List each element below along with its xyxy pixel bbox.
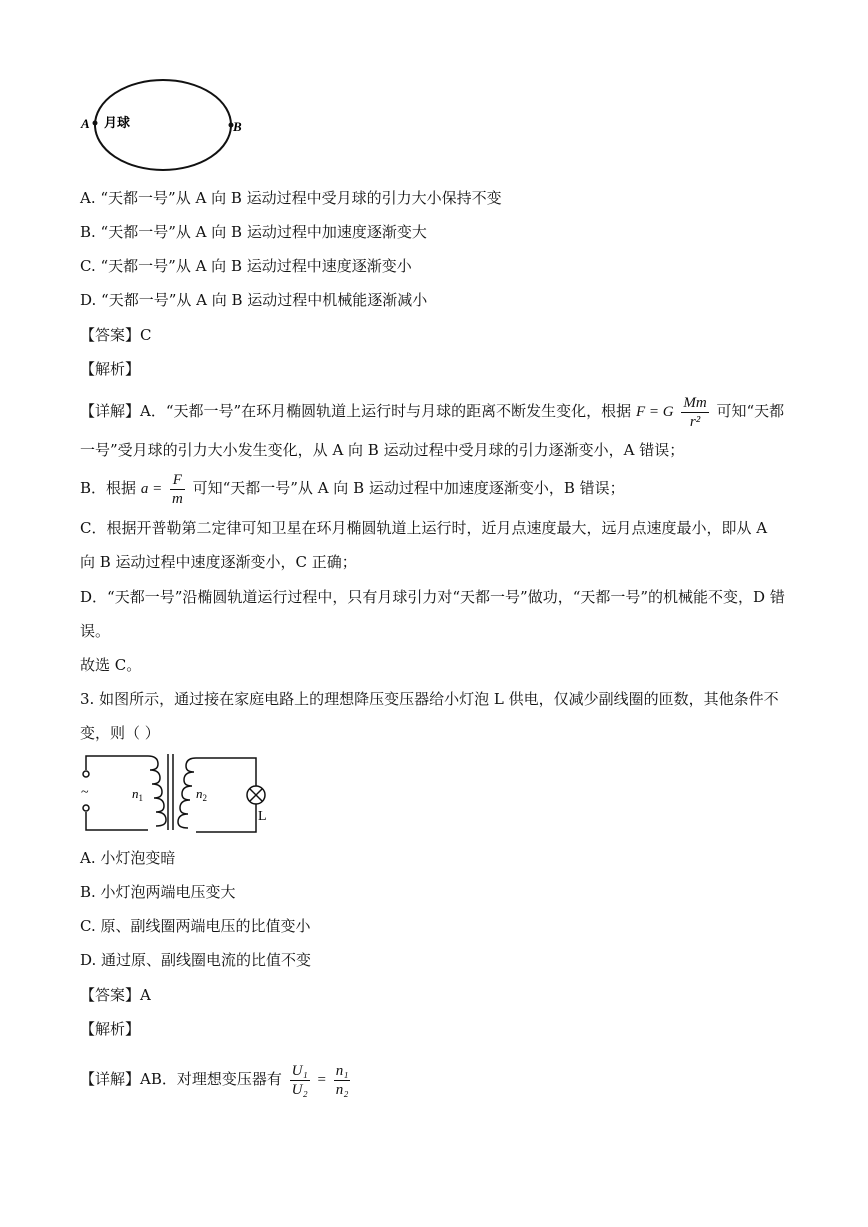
- point-a: [93, 121, 98, 126]
- moon-label: 月球: [104, 116, 131, 131]
- primary-coil: [148, 756, 166, 826]
- q3-stem-line2: 变，则（ ）: [80, 724, 160, 742]
- q3-option-a: A. 小灯泡变暗: [80, 849, 176, 867]
- q2-analysis-head: 【解析】: [80, 360, 141, 378]
- q3-option-c: C. 原、副线圈两端电压的比值变小: [80, 917, 311, 935]
- q3-answer: 【答案】A: [80, 986, 151, 1004]
- formula-gravity-fraction: [681, 394, 708, 431]
- formula-gravity-num: Mm: [683, 394, 707, 411]
- q3-option-d: D. 通过原、副线圈电流的比值不变: [80, 951, 312, 969]
- formula-turns-num: n₁: [335, 1062, 349, 1079]
- orbit-figure: [78, 78, 258, 178]
- q2-detail-b: [80, 470, 625, 506]
- formula-voltage-num: U₁: [291, 1062, 308, 1079]
- formula-accel-num: F: [170, 471, 185, 490]
- formula-turns-ratio: [334, 1062, 351, 1099]
- q2-detail-a-line2: 一号”受月球的引力大小发生变化，从 A 向 B 运动过程中受月球的引力逐渐变小，A 错误；: [80, 441, 685, 459]
- lamp-label: L: [258, 809, 267, 824]
- terminal-top: [83, 771, 89, 777]
- formula-voltage-den: U₂: [291, 1081, 308, 1098]
- q3-option-b: B. 小灯泡两端电压变大: [80, 883, 236, 901]
- q2-detail-c-line2: 向 B 运动过程中速度逐渐变小，C 正确；: [80, 553, 357, 571]
- q3-analysis-head: 【解析】: [80, 1020, 141, 1038]
- q3-detail-ab: [80, 1055, 353, 1103]
- formula-voltage-ratio: [290, 1062, 310, 1099]
- formula-gravity-lhs: F = G: [635, 404, 674, 420]
- transformer-circuit: [78, 748, 278, 838]
- terminal-bottom: [83, 805, 89, 811]
- q2-detail-a-pre: 【详解】A．“天都一号”在环月椭圆轨道上运行时与月球的距离不断发生变化，根据: [80, 402, 632, 420]
- formula-turns-den: n₂: [335, 1081, 349, 1098]
- q2-answer: 【答案】C: [80, 326, 152, 344]
- q2-detail-d-line1: D．“天都一号”沿椭圆轨道运行过程中，只有月球引力对“天都一号”做功，“天都一号”的机械能不变，D 错: [80, 588, 785, 606]
- formula-accel-fraction: [170, 471, 185, 508]
- q3-detail-ab-pre: 【详解】AB．对理想变压器有: [80, 1070, 282, 1088]
- q2-detail-d-line2: 误。: [80, 622, 111, 640]
- q2-option-c: C. “天都一号”从 A 向 B 运动过程中速度逐渐变小: [80, 257, 412, 275]
- formula-accel-lhs: a =: [140, 481, 163, 497]
- formula-gravity-den: r²: [689, 413, 701, 430]
- q2-detail-b-pre: B．根据: [80, 479, 137, 497]
- n1-label: $n_1$: [132, 786, 143, 803]
- label-b: B: [233, 119, 242, 134]
- label-a: A: [81, 116, 90, 131]
- q2-detail-a-line1: [80, 393, 784, 429]
- n2-label: $n_2$: [196, 786, 207, 803]
- formula-equals: =: [317, 1072, 326, 1088]
- q2-option-d: D. “天都一号”从 A 向 B 运动过程中机械能逐渐减小: [80, 291, 428, 309]
- q2-option-b: B. “天都一号”从 A 向 B 运动过程中加速度逐渐变大: [80, 223, 427, 241]
- formula-accel-den: m: [171, 490, 183, 507]
- secondary-coil: [178, 758, 196, 828]
- source-symbol: ~: [81, 785, 89, 800]
- q2-conclusion: 故选 C。: [80, 656, 142, 674]
- q2-detail-b-post: 可知“天都一号”从 A 向 B 运动过程中加速度逐渐变小，B 错误；: [192, 479, 625, 497]
- q3-stem-line1: 3. 如图所示，通过接在家庭电路上的理想降压变压器给小灯泡 L 供电，仅减少副线圈的匝数，其他条件不: [80, 690, 779, 708]
- q2-option-a: A. “天都一号”从 A 向 B 运动过程中受月球的引力大小保持不变: [80, 189, 502, 207]
- q2-detail-a-post: 可知“天都: [716, 402, 785, 420]
- q2-detail-c-line1: C．根据开普勒第二定律可知卫星在环月椭圆轨道上运行时，近月点速度最大，远月点速度最小，即从 A: [80, 519, 768, 537]
